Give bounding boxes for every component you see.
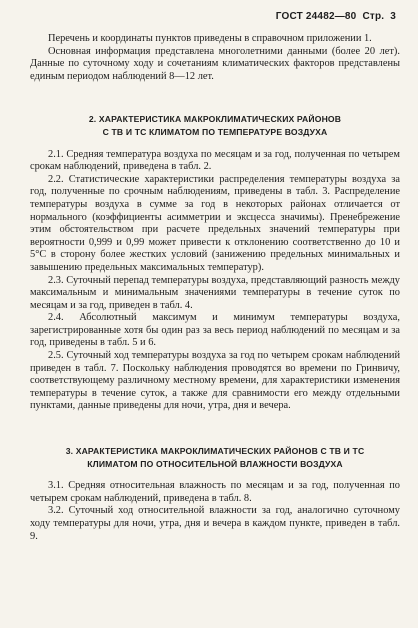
section-3-heading-line-2: КЛИМАТОМ ПО ОТНОСИТЕЛЬНОЙ ВЛАЖНОСТИ ВОЗДУХА — [87, 458, 343, 469]
intro-paragraph-1: Перечень и координаты пунктов приведены в справочном приложении 1. — [48, 33, 372, 44]
paragraph-3-1: 3.1. Средняя относительная влажность по месяцам и за год, полученная по четырем срокам наблюдений, приведена в табл. 8. — [30, 480, 400, 504]
section-3-heading — [30, 445, 400, 470]
section-2-heading-line-1: 2. ХАРАКТЕРИСТИКА МАКРОКЛИМАТИЧЕСКИХ РАЙОНОВ — [88, 114, 342, 125]
paragraph-2-5: 2.5. Суточный ход температуры воздуха за год по четырем срокам наблюдений приведен в табл. 7. Поскольку наблюдения проводятся во времени по Гринвичу, соответствующему различному местному времени, для характеристики изменения температуры в течение суток, а также для сравнимости его между отдельными пунктами, данные приведены для ночи, утра, дня и вечера. — [30, 350, 400, 412]
section-2-heading-line-2: С ТВ И ТС КЛИМАТОМ ПО ТЕМПЕРАТУРЕ ВОЗДУХА — [102, 126, 328, 137]
section-2-heading — [30, 113, 400, 138]
paragraph-3-2: 3.2. Суточный ход относительной влажности за год, аналогично суточному ходу температуры для ночи, утра, дня и вечера в каждом пункте, приведен в табл. 9. — [30, 505, 400, 542]
standard-number: ГОСТ 24482—80 — [275, 11, 357, 22]
intro-paragraph-2: Основная информация представлена многолетними данными (более 20 лет). Данные по суточному ходу и сочетаниям климатических факторов представлены единым периодом наблюдений 8—12 лет. — [30, 45, 400, 82]
page-header — [276, 11, 396, 22]
paragraph-2-2: 2.2. Статистические характеристики распределения температуры воздуха за год, полученные по срочным наблюдениям, приведены в табл. 3. Распределение температуры воздуха в сумме за год в некоторых районах отличается от нормального (коэффициенты асимметрии и эксцесса значимы). Пренебрежение этим обстоятельством при расчете предельных значений температуры при вероятности 0,999 и 0,99 может привести к отклонению соответственно до 10 и 5°С в сторону более жестких условий (занижению предельных минимальных и завышению предельных максимальных температур). — [30, 173, 400, 273]
paragraph-2-3: 2.3. Суточный перепад температуры воздуха, представляющий разность между максимальным и минимальным значениями температуры в течение суток по месяцам и за год, приведен в табл. 4. — [30, 274, 400, 311]
paragraph-2-1: 2.1. Средняя температура воздуха по месяцам и за год, полученная по четырем срокам наблюдений, приведена в табл. 2. — [30, 148, 400, 173]
page-label: Стр. — [362, 11, 385, 22]
section-3-heading-line-1: 3. ХАРАКТЕРИСТИКА МАКРОКЛИМАТИЧЕСКИХ РАЙОНОВ С ТВ И ТС — [65, 446, 365, 457]
paragraph-2-4: 2.4. Абсолютный максимум и минимум температуры воздуха, зарегистрированные хотя бы один раз за весь период наблюдений по месяцам и за год, приведены в табл. 5 и 6. — [30, 312, 400, 349]
document-body — [30, 33, 400, 543]
page-number: 3 — [390, 11, 396, 22]
